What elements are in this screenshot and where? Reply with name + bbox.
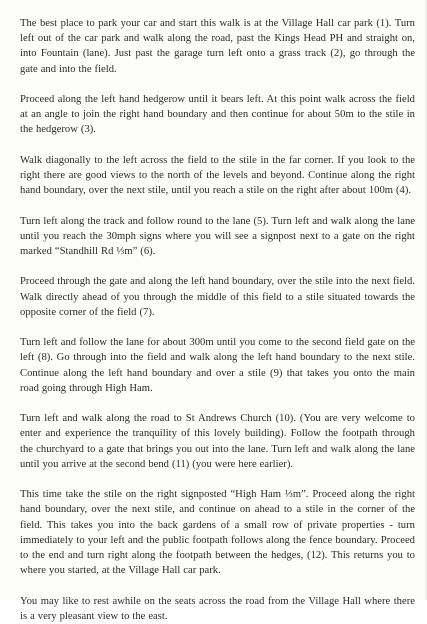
paragraph-gate: Proceed through the gate and along the left hand boundary, over the stile into the next field. Walk directly ahead of you through the middle of this field to a stile situated towards the opposite corner of the field (7). bbox=[20, 276, 415, 318]
walk-directions bbox=[20, 16, 415, 624]
paragraph-start: The best place to park your car and start this walk is at the Village Hall car park (1). Turn left out of the car park and walk along the road, past the Kings Head PH and straight on, into Fountain (lane). Just past the garage turn left onto a grass track (2), go through the gate and into the field. bbox=[20, 18, 415, 75]
paragraph-lane: Turn left and follow the lane for about 300m until you come to the second field gate on the left (8). Go through into the field and walk along the left hand boundary to the next stile. Continue along the left hand boundary and over a stile (9) that takes you onto the main road going through High Ham. bbox=[20, 337, 415, 394]
paragraph-rest: You may like to rest awhile on the seats across the road from the Village Hall where there is a very pleasant view to the east. bbox=[20, 595, 415, 622]
paragraph-diagonal: Walk diagonally to the left across the field to the stile in the far corner. If you look to the right there are good views to the north of the levels and beyond. Continue along the right hand boundary, over the next stile, until you reach a stile on the right after about 100m (4). bbox=[20, 154, 415, 197]
paragraph-stile: This time take the stile on the right signposted “High Ham ⅓m”. Proceed along the right hand boundary, over the next stile, and continue on ahead to a stile in the corner of the field. This takes you into the back gardens of a small row of private properties - turn immediately to your left and the public footpath follows along the fence boundary. Proceed to the end and turn right along the footpath between the hedges, (12). This returns you to where you started, at the Village Hall car park. bbox=[20, 489, 415, 577]
paragraph-hedgerow: Proceed along the left hand hedgerow until it bears left. At this point walk across the field at an angle to join the right hand boundary and then continue for about 50m to the stile in the hedgerow (3). bbox=[20, 94, 415, 136]
paragraph-church: Turn left and walk along the road to St Andrews Church (10). (You are very welcome to enter and experience the tranquility of this lovely building). Follow the footpath through the churchyard to a gate that brings you out into the lane. Turn left and walk along the lane until you arrive at the second bend (11) (you were here earlier). bbox=[20, 413, 415, 470]
paragraph-track: Turn left along the track and follow round to the lane (5). Turn left and walk along the lane until you reach the 30mph signs where you will see a signpost next to a gate on the right marked “Standhill Rd ⅓m” (6). bbox=[20, 215, 415, 257]
